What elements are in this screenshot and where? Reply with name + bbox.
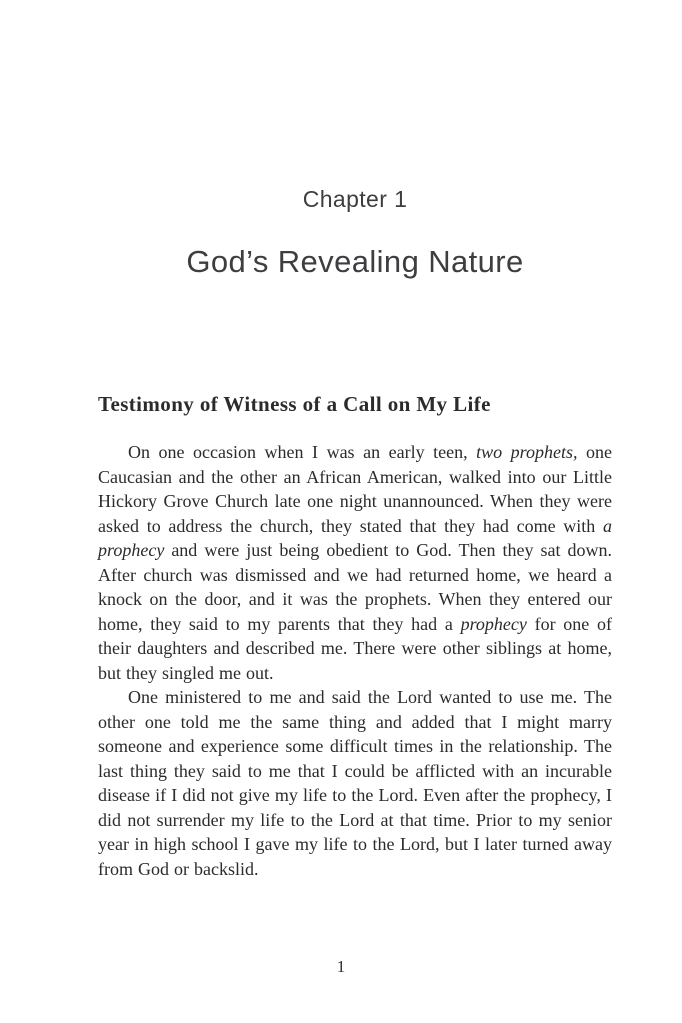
- text-segment: one Caucasian and the other an African American, walked into our Little Hickory Grove Church late one night unannounced. When they were asked to address the church, they stated that they had come with: [98, 442, 612, 536]
- text-segment: and were just being obedient to God. Then they sat down. After church was dismissed and we had returned home, we heard a knock on the door, and it was the prophets. When they entered our home, they said to my parents that they had a: [98, 540, 612, 634]
- paragraph: [98, 685, 612, 881]
- section-heading: Testimony of Witness of a Call on My Life: [98, 392, 491, 416]
- paragraph: [98, 440, 612, 685]
- chapter-title: God’s Revealing Nature: [186, 244, 524, 279]
- italic-text-segment: two prophets,: [476, 442, 578, 462]
- body-paragraphs: [98, 440, 612, 881]
- text-segment: for one of their daughters and described me. There were other siblings at home, but they singled me out.: [98, 613, 612, 683]
- text-segment: On one occasion when I was an early teen,: [128, 442, 477, 462]
- text-segment: One ministered to me and said the Lord wanted to use me. The other one told me the same thing and added that I might marry someone and experience some difficult times in the relationship. The last thing they said to me that I could be afflicted with an incurable disease if I did not give my life to the Lord. Even after the prophecy, I did not surrender my life to the Lord at that time. Prior to my senior year in high school I gave my life to the Lord, but I later turned away from God or backslid.: [98, 687, 612, 879]
- italic-text-segment: a prophecy: [98, 515, 612, 560]
- page-number: 1: [336, 957, 346, 976]
- chapter-label: Chapter 1: [302, 186, 408, 212]
- italic-text-segment: prophecy: [460, 613, 527, 634]
